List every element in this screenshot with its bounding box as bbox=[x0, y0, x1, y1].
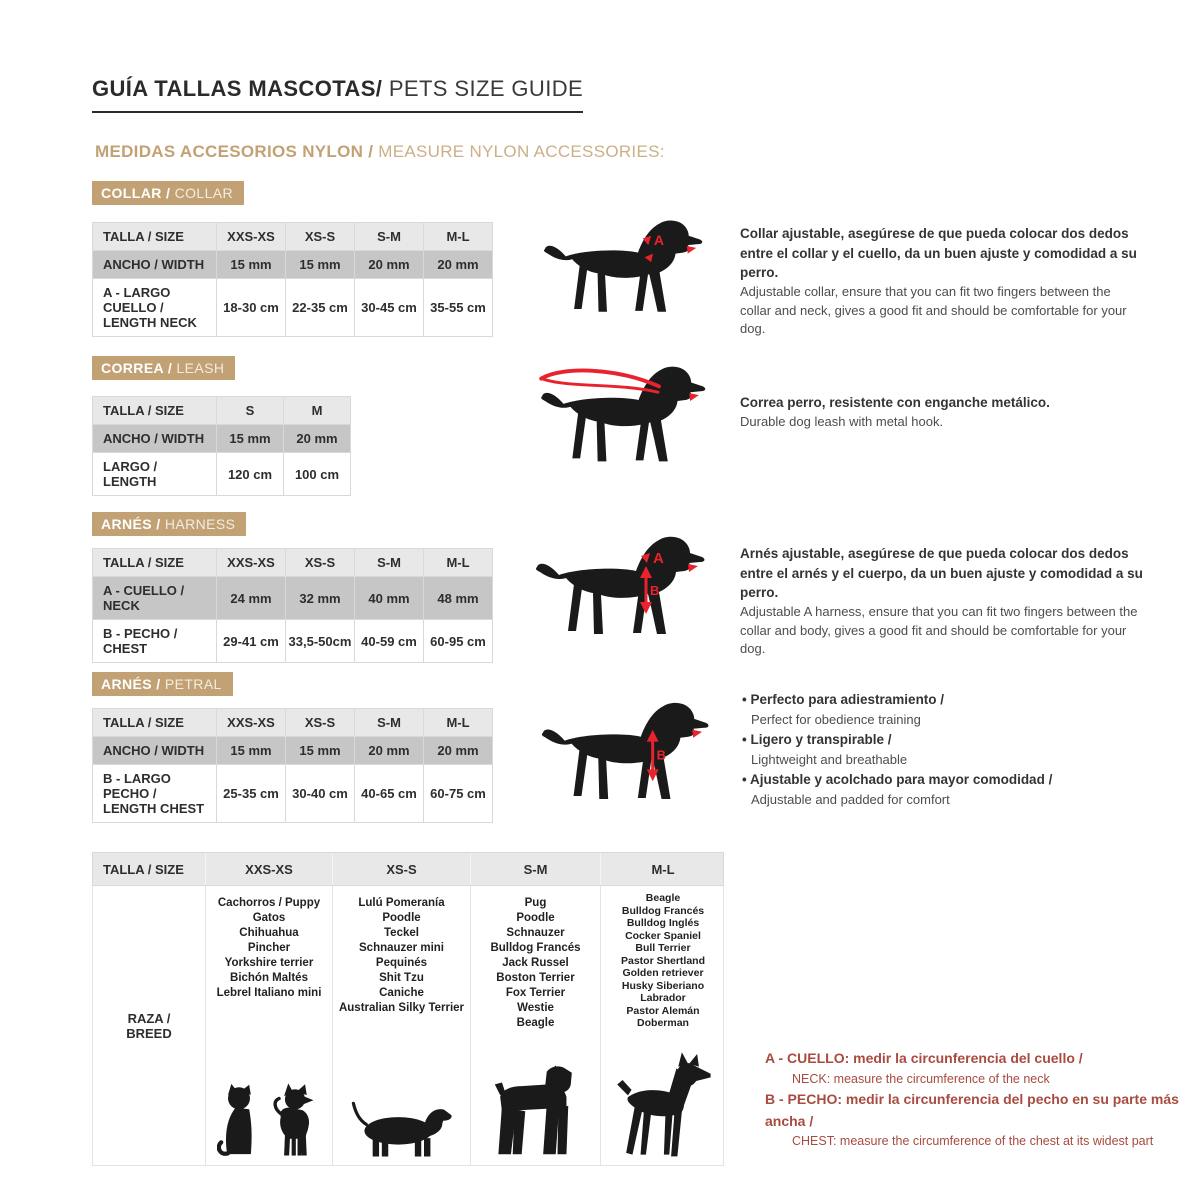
breed-item: Bulldog Inglés bbox=[626, 917, 700, 929]
breed-item: Chihuahua bbox=[239, 927, 299, 939]
breed-item: Gatos bbox=[252, 912, 286, 924]
row-label-cell: ANCHO / WIDTH bbox=[93, 425, 217, 453]
harness-desc-en: Adjustable A harness, ensure that you can fit two fingers between the collar and body, gives a good fit and should be comfortable for your dog. bbox=[740, 603, 1138, 657]
breed-list bbox=[206, 886, 332, 1001]
row-label-cell: TALLA / SIZE bbox=[93, 223, 217, 251]
value-cell: 15 mm bbox=[217, 425, 284, 453]
value-cell: 30-40 cm bbox=[286, 765, 355, 823]
breed-column-xxs-xs bbox=[206, 886, 333, 1165]
breed-item: Labrador bbox=[640, 992, 686, 1004]
breed-list bbox=[333, 886, 470, 1016]
row-label-cell: TALLA / SIZE bbox=[93, 397, 217, 425]
harness-description bbox=[740, 544, 1144, 659]
breed-item: Shit Tzu bbox=[379, 972, 424, 984]
value-cell: 20 mm bbox=[424, 737, 493, 765]
value-cell: 25-35 cm bbox=[217, 765, 286, 823]
harness-desc-es: Arnés ajustable, asegúrese de que pueda colocar dos dedos entre el arnés y el cuerpo, da un buen ajuste y comodidad a su perro. bbox=[740, 546, 1143, 601]
breed-item: Pequinés bbox=[375, 957, 428, 969]
value-cell: XS-S bbox=[286, 223, 355, 251]
breed-column-s-m bbox=[471, 886, 601, 1165]
marker-letter-b: B bbox=[656, 747, 666, 763]
page-subtitle bbox=[95, 142, 665, 162]
leash-section-badge: CORREA / LEASH bbox=[92, 356, 235, 380]
breed-item: Bichón Maltés bbox=[230, 972, 308, 984]
collar-desc-es: Collar ajustable, asegúrese de que pueda colocar dos dedos entre el collar y el cuello, da un buen ajuste y comodidad a su perro. bbox=[740, 226, 1137, 281]
breed-list bbox=[601, 886, 725, 1030]
value-cell: 40-59 cm bbox=[355, 620, 424, 663]
breed-item: Husky Siberiano bbox=[621, 979, 705, 992]
breed-item: Jack Russel bbox=[502, 957, 569, 969]
value-cell: 48 mm bbox=[424, 577, 493, 620]
value-cell: 30-45 cm bbox=[355, 279, 424, 337]
value-cell: 22-35 cm bbox=[286, 279, 355, 337]
petral-bullet: • Ligero y transpirable / Lightweight and breathable bbox=[742, 730, 1146, 770]
value-cell: S bbox=[217, 397, 284, 425]
leash-dog-diagram bbox=[533, 362, 711, 474]
petral-bullet: • Ajustable y acolchado para mayor comodidad / Adjustable and padded for comfort bbox=[742, 770, 1146, 810]
breed-item: Doberman bbox=[637, 1017, 689, 1029]
breed-header-s-m: S-M bbox=[471, 853, 601, 885]
harness-section-badge: ARNÉS / HARNESS bbox=[92, 512, 246, 536]
breed-item: Bulldog Francés bbox=[621, 904, 705, 917]
breed-header-xs-s: XS-S bbox=[333, 853, 471, 885]
marker-letter-a: A bbox=[653, 550, 664, 567]
breed-item: Schnauzer mini bbox=[359, 942, 444, 954]
collar-description bbox=[740, 224, 1144, 339]
silhouettes-s-m bbox=[471, 1064, 600, 1165]
breed-item: Schnauzer bbox=[506, 927, 565, 939]
breed-row-label: RAZA / BREED bbox=[93, 886, 206, 1165]
value-cell: 29-41 cm bbox=[217, 620, 286, 663]
petral-bullet: • Perfecto para adiestramiento / Perfect for obedience training bbox=[742, 690, 1146, 730]
value-cell: 60-75 cm bbox=[424, 765, 493, 823]
harness-dog-diagram bbox=[528, 532, 710, 647]
breed-item: Pastor Shertland bbox=[620, 954, 706, 967]
silhouettes-m-l bbox=[601, 1052, 725, 1165]
breed-column-m-l bbox=[601, 886, 725, 1165]
marker-letter-a: A bbox=[653, 232, 665, 249]
breed-item: Westie bbox=[517, 1002, 554, 1014]
page-title-en: PETS SIZE GUIDE bbox=[382, 76, 584, 101]
table-row bbox=[93, 397, 351, 425]
value-cell: XXS-XS bbox=[217, 223, 286, 251]
row-label-cell: A - CUELLO / NECK bbox=[93, 577, 217, 620]
value-cell: M bbox=[284, 397, 351, 425]
page-title bbox=[92, 76, 583, 113]
table-row bbox=[93, 765, 493, 823]
table-row bbox=[93, 549, 493, 577]
breed-item: Lebrel Italiano mini bbox=[216, 987, 322, 999]
breed-item: Fox Terrier bbox=[505, 987, 566, 999]
breed-table-header bbox=[92, 852, 724, 886]
note-chest-es: B - PECHO: medir la circunferencia del pecho en su parte más ancha / bbox=[765, 1091, 1179, 1129]
value-cell: 33,5-50cm bbox=[286, 620, 355, 663]
petral-feature-list bbox=[742, 690, 1146, 809]
page-title-es: GUÍA TALLAS MASCOTAS/ bbox=[92, 76, 383, 101]
table-row bbox=[93, 620, 493, 663]
breed-item: Pug bbox=[524, 897, 547, 909]
breed-item: Australian Silky Terrier bbox=[338, 1002, 465, 1014]
table-row bbox=[93, 709, 493, 737]
value-cell: 20 mm bbox=[355, 251, 424, 279]
row-label-cell: ANCHO / WIDTH bbox=[93, 737, 217, 765]
row-label-cell: ANCHO / WIDTH bbox=[93, 251, 217, 279]
leash-line bbox=[541, 370, 659, 392]
row-label-cell: B - LARGO PECHO / LENGTH CHEST bbox=[93, 765, 217, 823]
value-cell: M-L bbox=[424, 549, 493, 577]
table-row bbox=[93, 425, 351, 453]
breed-item: Beagle bbox=[645, 892, 681, 904]
table-row bbox=[93, 279, 493, 337]
leash-size-table bbox=[92, 396, 351, 496]
leash-desc-en: Durable dog leash with metal hook. bbox=[740, 413, 944, 429]
breed-size-table bbox=[92, 852, 724, 1166]
note-chest-en: CHEST: measure the circumference of the chest at its widest part bbox=[792, 1134, 1154, 1149]
value-cell: 15 mm bbox=[286, 251, 355, 279]
collar-size-table bbox=[92, 222, 493, 337]
value-cell: 15 mm bbox=[286, 737, 355, 765]
table-row bbox=[93, 223, 493, 251]
breed-item: Poodle bbox=[516, 912, 555, 924]
table-row bbox=[93, 251, 493, 279]
value-cell: XXS-XS bbox=[217, 549, 286, 577]
leash-description bbox=[740, 393, 1144, 431]
breed-item: Pincher bbox=[247, 942, 291, 954]
value-cell: S-M bbox=[355, 549, 424, 577]
row-label-cell: A - LARGO CUELLO / LENGTH NECK bbox=[93, 279, 217, 337]
breed-item: Cocker Spaniel bbox=[625, 929, 701, 942]
doberman-icon bbox=[610, 1052, 716, 1162]
breed-item: Beagle bbox=[516, 1017, 555, 1029]
row-label-cell: TALLA / SIZE bbox=[93, 549, 217, 577]
breed-header-m-l: M-L bbox=[651, 862, 675, 877]
value-cell: 24 mm bbox=[217, 577, 286, 620]
breed-item: Golden retriever bbox=[622, 967, 704, 979]
note-neck-en: NECK: measure the circumference of the neck bbox=[792, 1071, 1050, 1086]
value-cell: S-M bbox=[355, 223, 424, 251]
value-cell: M-L bbox=[424, 709, 493, 737]
value-cell: 35-55 cm bbox=[424, 279, 493, 337]
breed-header-size: TALLA / SIZE bbox=[93, 853, 206, 885]
table-row bbox=[93, 577, 493, 620]
marker-letter-b: B bbox=[650, 583, 660, 598]
value-cell: XXS-XS bbox=[217, 709, 286, 737]
petral-size-table bbox=[92, 708, 493, 823]
table-row bbox=[93, 737, 493, 765]
schnauzer-icon bbox=[493, 1064, 579, 1162]
subtitle-es: MEDIDAS ACCESORIOS NYLON / bbox=[95, 142, 374, 161]
table-row bbox=[93, 453, 351, 496]
breed-item: Bull Terrier bbox=[635, 942, 691, 954]
value-cell: 15 mm bbox=[217, 251, 286, 279]
value-cell: 20 mm bbox=[284, 425, 351, 453]
value-cell: M-L bbox=[424, 223, 493, 251]
cat-icon bbox=[217, 1082, 261, 1162]
value-cell: 120 cm bbox=[217, 453, 284, 496]
value-cell: 32 mm bbox=[286, 577, 355, 620]
breed-item: Pastor Alemán bbox=[626, 1004, 700, 1017]
breed-item: Cachorros / Puppy bbox=[217, 897, 321, 909]
breed-list bbox=[471, 886, 600, 1031]
breed-column-xs-s bbox=[333, 886, 471, 1165]
breed-item: Boston Terrier bbox=[496, 972, 575, 984]
value-cell: 20 mm bbox=[355, 737, 424, 765]
note-neck-es: A - CUELLO: medir la circunferencia del cuello / bbox=[765, 1050, 1083, 1066]
value-cell: 40-65 cm bbox=[355, 765, 424, 823]
petral-section-badge: ARNÉS / PETRAL bbox=[92, 672, 233, 696]
breed-item: Yorkshire terrier bbox=[224, 957, 314, 969]
petral-dog-diagram bbox=[535, 698, 713, 812]
value-cell: 20 mm bbox=[424, 251, 493, 279]
harness-size-table bbox=[92, 548, 493, 663]
breed-item: Caniche bbox=[379, 987, 424, 999]
value-cell: 18-30 cm bbox=[217, 279, 286, 337]
silhouettes-xxs-xs bbox=[206, 1082, 332, 1165]
value-cell: XS-S bbox=[286, 709, 355, 737]
value-cell: 60-95 cm bbox=[424, 620, 493, 663]
breed-item: Poodle bbox=[382, 912, 421, 924]
row-label-cell: B - PECHO / CHEST bbox=[93, 620, 217, 663]
breed-item: Bulldog Francés bbox=[490, 942, 581, 954]
collar-dog-diagram bbox=[533, 216, 711, 324]
measuring-notes bbox=[765, 1048, 1195, 1152]
value-cell: 40 mm bbox=[355, 577, 424, 620]
chihuahua-icon bbox=[269, 1082, 321, 1162]
value-cell: 100 cm bbox=[284, 453, 351, 496]
row-label-cell: LARGO / LENGTH bbox=[93, 453, 217, 496]
value-cell: S-M bbox=[355, 709, 424, 737]
value-cell: 15 mm bbox=[217, 737, 286, 765]
collar-desc-en: Adjustable collar, ensure that you can fit two fingers between the collar and neck, gives a good fit and should be comfortable for your dog. bbox=[740, 283, 1127, 337]
row-label-cell: TALLA / SIZE bbox=[93, 709, 217, 737]
subtitle-en: MEASURE NYLON ACCESSORIES: bbox=[373, 142, 665, 161]
breed-item: Lulú Pomeranía bbox=[358, 897, 445, 909]
breed-table-body bbox=[92, 886, 724, 1166]
breed-header-xxs-xs: XXS-XS bbox=[206, 853, 333, 885]
dachshund-icon bbox=[350, 1096, 454, 1162]
value-cell: XS-S bbox=[286, 549, 355, 577]
leash-desc-es: Correa perro, resistente con enganche metálico. bbox=[740, 395, 1050, 410]
silhouettes-xs-s bbox=[333, 1096, 470, 1165]
breed-item: Teckel bbox=[384, 927, 419, 939]
collar-section-badge: COLLAR / COLLAR bbox=[92, 181, 244, 205]
